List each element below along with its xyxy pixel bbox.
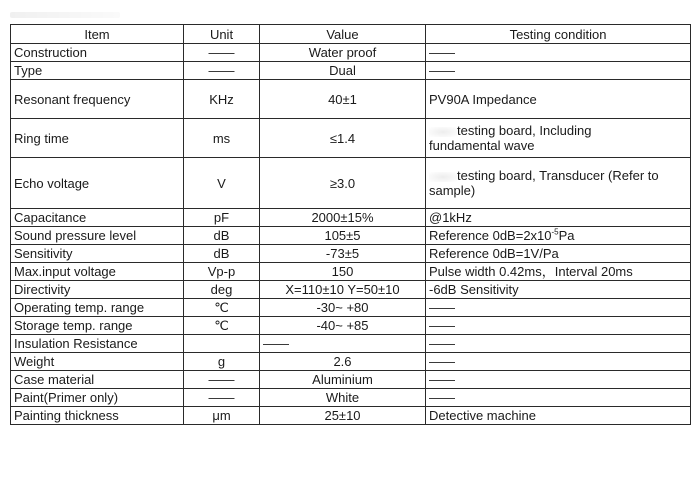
- condition-line1: testing board, Transducer (Refer to: [457, 168, 659, 183]
- value-cell: 40±1: [260, 80, 426, 119]
- value-cell: ——: [260, 335, 426, 353]
- condition-cell: ——: [426, 299, 691, 317]
- condition-cell: PV90A Impedance: [426, 80, 691, 119]
- unit-cell: V: [184, 158, 260, 209]
- condition-cell: Detective machine: [426, 407, 691, 425]
- unit-cell: ——: [184, 44, 260, 62]
- top-smudge: [10, 12, 120, 18]
- item-cell: Max.input voltage: [11, 263, 184, 281]
- condition-exponent: -5: [551, 227, 559, 237]
- item-cell: Echo voltage: [11, 158, 184, 209]
- value-cell: 2000±15%: [260, 209, 426, 227]
- unit-cell: ——: [184, 371, 260, 389]
- table-row: [11, 44, 691, 62]
- item-cell: Ring time: [11, 119, 184, 158]
- value-cell: -30~ +80: [260, 299, 426, 317]
- value-cell: Water proof: [260, 44, 426, 62]
- table-row: [11, 317, 691, 335]
- condition-cell: ——: [426, 371, 691, 389]
- redacted-smudge: [429, 172, 457, 182]
- header-condition: Testing condition: [426, 25, 691, 44]
- value-cell: 150: [260, 263, 426, 281]
- value-cell: X=110±10 Y=50±10: [260, 281, 426, 299]
- item-cell: Construction: [11, 44, 184, 62]
- unit-cell: ms: [184, 119, 260, 158]
- unit-cell: ℃: [184, 317, 260, 335]
- unit-cell: pF: [184, 209, 260, 227]
- item-cell: Painting thickness: [11, 407, 184, 425]
- unit-cell: μm: [184, 407, 260, 425]
- item-cell: Capacitance: [11, 209, 184, 227]
- table-row: [11, 80, 691, 119]
- condition-line1: testing board, Including: [457, 123, 592, 138]
- unit-cell: ——: [184, 62, 260, 80]
- table-row: [11, 281, 691, 299]
- value-cell: Dual: [260, 62, 426, 80]
- value-cell: 25±10: [260, 407, 426, 425]
- unit-cell: dB: [184, 245, 260, 263]
- condition-line2: fundamental wave: [429, 138, 535, 153]
- unit-cell: dB: [184, 227, 260, 245]
- condition-cell: [426, 227, 691, 245]
- item-cell: Directivity: [11, 281, 184, 299]
- item-cell: Resonant frequency: [11, 80, 184, 119]
- unit-cell: deg: [184, 281, 260, 299]
- header-unit: Unit: [184, 25, 260, 44]
- condition-cell: Pulse width 0.42ms，Interval 20ms: [426, 263, 691, 281]
- item-cell: Case material: [11, 371, 184, 389]
- item-cell: Storage temp. range: [11, 317, 184, 335]
- item-cell: Sound pressure level: [11, 227, 184, 245]
- table-row: [11, 119, 691, 158]
- table-row: [11, 158, 691, 209]
- item-cell: Insulation Resistance: [11, 335, 184, 353]
- condition-cell: [426, 158, 691, 209]
- table-row: [11, 389, 691, 407]
- condition-cell: ——: [426, 353, 691, 371]
- value-cell: Aluminium: [260, 371, 426, 389]
- table-row: [11, 263, 691, 281]
- unit-cell: g: [184, 353, 260, 371]
- condition-cell: -6dB Sensitivity: [426, 281, 691, 299]
- unit-cell: ℃: [184, 299, 260, 317]
- condition-cell: ——: [426, 335, 691, 353]
- unit-cell: KHz: [184, 80, 260, 119]
- table-row: [11, 335, 691, 353]
- condition-cell: @1kHz: [426, 209, 691, 227]
- condition-cell: ——: [426, 389, 691, 407]
- value-cell: ≥3.0: [260, 158, 426, 209]
- value-cell: -40~ +85: [260, 317, 426, 335]
- condition-cell: ——: [426, 317, 691, 335]
- item-cell: Type: [11, 62, 184, 80]
- table-row: [11, 353, 691, 371]
- table-row: [11, 299, 691, 317]
- item-cell: Weight: [11, 353, 184, 371]
- unit-cell: ——: [184, 389, 260, 407]
- table-row: [11, 245, 691, 263]
- unit-cell: [184, 335, 260, 353]
- header-row: [11, 25, 691, 44]
- condition-line2: sample): [429, 183, 476, 198]
- table-row: [11, 62, 691, 80]
- table-row: [11, 371, 691, 389]
- item-cell: Operating temp. range: [11, 299, 184, 317]
- table-row: [11, 209, 691, 227]
- condition-cell: [426, 119, 691, 158]
- table-row: [11, 407, 691, 425]
- value-cell: White: [260, 389, 426, 407]
- value-cell: ≤1.4: [260, 119, 426, 158]
- value-cell: 2.6: [260, 353, 426, 371]
- header-item: Item: [11, 25, 184, 44]
- item-cell: Sensitivity: [11, 245, 184, 263]
- table-row: [11, 227, 691, 245]
- value-cell: -73±5: [260, 245, 426, 263]
- item-cell: Paint(Primer only): [11, 389, 184, 407]
- header-value: Value: [260, 25, 426, 44]
- condition-cell: Reference 0dB=1V/Pa: [426, 245, 691, 263]
- spec-table: [10, 24, 691, 425]
- redacted-smudge: [429, 127, 457, 137]
- condition-cell: ——: [426, 62, 691, 80]
- unit-cell: Vp-p: [184, 263, 260, 281]
- condition-pre: Reference 0dB=2x10: [429, 228, 552, 243]
- value-cell: 105±5: [260, 227, 426, 245]
- condition-cell: ——: [426, 44, 691, 62]
- condition-post: Pa: [558, 228, 575, 243]
